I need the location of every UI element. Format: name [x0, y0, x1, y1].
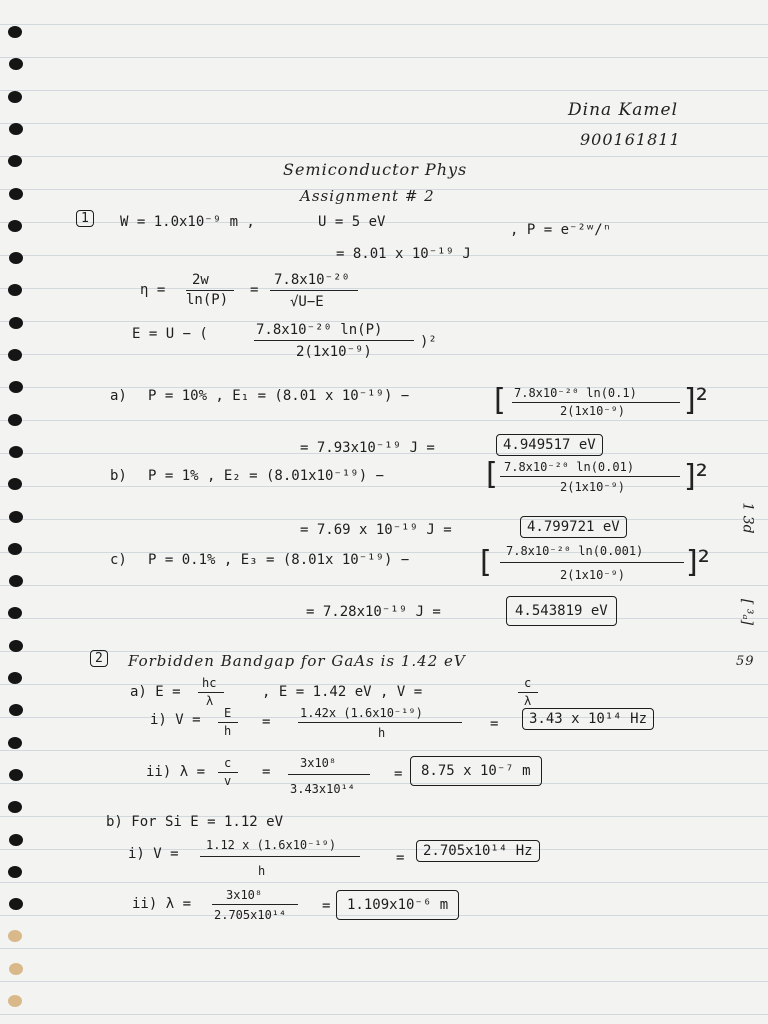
part-c-condition: P = 0.1% , E₃ = (8.01x 10⁻¹⁹) − — [148, 552, 410, 568]
binding-hole — [9, 640, 23, 652]
energy-formula-power: )² — [420, 334, 437, 350]
q2a-given: , E = 1.42 eV , V = — [262, 684, 423, 700]
q2a-i-bar1 — [218, 722, 238, 723]
part-c-result-ev: 4.543819 eV — [506, 596, 617, 626]
question-number-2: 2 — [90, 650, 108, 667]
part-b-label: b) — [110, 468, 127, 484]
binding-hole — [9, 963, 23, 975]
part-a-denominator: 2(1x10⁻⁹) — [560, 404, 626, 418]
q2a-ii-equals: = — [262, 764, 271, 780]
part-a-bar — [512, 402, 680, 403]
q2b-ii-numerator: 3x10⁸ — [226, 888, 263, 902]
given-width: W = 1.0x10⁻⁹ m , — [120, 214, 255, 230]
q2-statement: Forbidden Bandgap for GaAs is 1.42 eV — [128, 652, 466, 670]
part-a-condition: P = 10% , E₁ = (8.01 x 10⁻¹⁹) − — [148, 388, 410, 404]
binding-hole — [8, 543, 22, 555]
binding-hole — [9, 123, 23, 135]
given-barrier: U = 5 eV — [318, 214, 386, 230]
binding-hole — [8, 414, 22, 426]
student-id: 900161811 — [580, 130, 681, 149]
eta-numerator: 2w — [192, 272, 209, 288]
energy-formula-numerator: 7.8x10⁻²⁰ ln(P) — [256, 322, 383, 338]
q2b-ii-denominator: 2.705x10¹⁴ — [214, 908, 287, 922]
q2b-ii-equals: = — [322, 898, 331, 914]
margin-note-1: 1 3d — [739, 502, 756, 534]
binding-hole — [8, 737, 22, 749]
binding-hole — [8, 155, 22, 167]
part-c-bar — [500, 562, 684, 563]
eta-rhs-numerator: 7.8x10⁻²⁰ — [274, 272, 350, 288]
binding-hole — [9, 834, 23, 846]
part-a-open-bracket: [ — [494, 383, 506, 418]
binding-hole — [8, 995, 22, 1007]
student-name: Dina Kamel — [568, 100, 679, 120]
q2a-label: a) E = — [130, 684, 181, 700]
binding-hole — [8, 866, 22, 878]
binding-hole — [8, 801, 22, 813]
binding-hole — [9, 575, 23, 587]
q2a-ii-bar2 — [288, 774, 370, 775]
q2b-ii-label: ii) λ = — [132, 896, 192, 912]
binding-hole — [9, 898, 23, 910]
binding-hole — [9, 446, 23, 458]
course-title: Semiconductor Phys — [283, 160, 468, 179]
q2a-ii-den2: 3.43x10¹⁴ — [290, 782, 356, 796]
binding-hole — [8, 478, 22, 490]
q2a-i-equals2: = — [490, 716, 499, 732]
q2a-i-label: i) V = — [150, 712, 201, 728]
q2a-i-den2: h — [378, 726, 386, 740]
binding-hole — [9, 381, 23, 393]
q2a-i-num1: E — [224, 706, 232, 720]
part-c-result-joules: = 7.28x10⁻¹⁹ J = — [306, 604, 441, 620]
part-a-result-joules: = 7.93x10⁻¹⁹ J = — [300, 440, 435, 456]
q2a-i-result: 3.43 x 10¹⁴ Hz — [522, 708, 654, 730]
spiral-binding — [0, 0, 36, 1024]
given-barrier-joules: = 8.01 x 10⁻¹⁹ J — [336, 246, 471, 262]
q2a-ii-num1: c — [224, 756, 232, 770]
part-b-open-bracket: [ — [486, 457, 498, 492]
q2a-v-numerator: c — [524, 676, 532, 690]
q2b-label: b) For Si E = 1.12 eV — [106, 814, 284, 830]
q2a-formula-numerator: hc — [202, 676, 217, 690]
q2a-formula-bar — [198, 692, 224, 693]
q2a-ii-den1: v — [224, 774, 232, 788]
q2a-ii-label: ii) λ = — [146, 764, 206, 780]
q2a-v-bar — [518, 692, 538, 693]
eta-rhs-denominator: √U−E — [290, 294, 324, 310]
q2b-i-result: 2.705x10¹⁴ Hz — [416, 840, 540, 862]
part-c-denominator: 2(1x10⁻⁹) — [560, 568, 626, 582]
energy-formula-denominator: 2(1x10⁻⁹) — [296, 344, 372, 360]
q2a-formula-denominator: λ — [206, 694, 214, 708]
eta-fraction-bar — [186, 290, 234, 291]
binding-hole — [9, 188, 23, 200]
part-a-close-bracket: ]² — [684, 383, 708, 418]
eta-denominator: ln(P) — [186, 292, 229, 308]
part-b-condition: P = 1% , E₂ = (8.01x10⁻¹⁹) − — [148, 468, 385, 484]
eta-rhs-bar — [270, 290, 358, 291]
part-c-label: c) — [110, 552, 127, 568]
q2b-i-bar — [200, 856, 360, 857]
part-a-numerator: 7.8x10⁻²⁰ ln(0.1) — [514, 386, 637, 400]
question-number-1: 1 — [76, 210, 94, 227]
part-c-close-bracket: ]² — [686, 545, 710, 580]
part-b-numerator: 7.8x10⁻²⁰ ln(0.01) — [504, 460, 635, 474]
binding-hole — [9, 252, 23, 264]
binding-hole — [9, 769, 23, 781]
q2a-ii-equals2: = — [394, 766, 403, 782]
binding-hole — [9, 317, 23, 329]
part-a-label: a) — [110, 388, 127, 404]
q2a-i-equals: = — [262, 714, 271, 730]
part-b-result-joules: = 7.69 x 10⁻¹⁹ J = — [300, 522, 452, 538]
energy-formula-lhs: E = U − ( — [132, 326, 208, 342]
part-c-open-bracket: [ — [480, 545, 492, 580]
binding-hole — [8, 930, 22, 942]
q2a-ii-result: 8.75 x 10⁻⁷ m — [410, 756, 542, 786]
part-a-result-ev: 4.949517 eV — [496, 434, 603, 456]
binding-hole — [8, 672, 22, 684]
part-c-numerator: 7.8x10⁻²⁰ ln(0.001) — [506, 544, 644, 558]
binding-hole — [8, 349, 22, 361]
q2a-ii-bar1 — [218, 772, 238, 773]
binding-hole — [8, 91, 22, 103]
binding-hole — [9, 58, 23, 70]
binding-hole — [8, 220, 22, 232]
q2a-ii-num2: 3x10⁸ — [300, 756, 337, 770]
binding-hole — [8, 26, 22, 38]
binding-hole — [8, 284, 22, 296]
q2b-ii-bar — [212, 904, 298, 905]
q2a-v-denominator: λ — [524, 694, 532, 708]
q2a-i-den1: h — [224, 724, 232, 738]
binding-hole — [8, 607, 22, 619]
q2a-i-num2: 1.42x (1.6x10⁻¹⁹) — [300, 706, 423, 720]
binding-hole — [9, 704, 23, 716]
q2a-i-bar2 — [298, 722, 462, 723]
margin-note-4: 59 — [736, 654, 755, 669]
q2b-i-label: i) V = — [128, 846, 179, 862]
part-b-bar — [500, 476, 680, 477]
part-b-result-ev: 4.799721 eV — [520, 516, 627, 538]
part-b-denominator: 2(1x10⁻⁹) — [560, 480, 626, 494]
margin-note-3: [ ³ₐ] — [739, 598, 756, 626]
given-probability: , P = e⁻²ʷ/ⁿ — [510, 222, 612, 238]
q2b-i-denominator: h — [258, 864, 266, 878]
q2b-ii-result: 1.109x10⁻⁶ m — [336, 890, 459, 920]
eta-equals: = — [250, 282, 259, 298]
assignment-title: Assignment # 2 — [300, 187, 435, 205]
energy-formula-bar — [254, 340, 414, 341]
q2b-i-numerator: 1.12 x (1.6x10⁻¹⁹) — [206, 838, 337, 852]
binding-hole — [9, 511, 23, 523]
eta-lhs: η = — [140, 282, 166, 298]
q2b-i-equals: = — [396, 850, 405, 866]
part-b-close-bracket: ]² — [684, 459, 708, 494]
